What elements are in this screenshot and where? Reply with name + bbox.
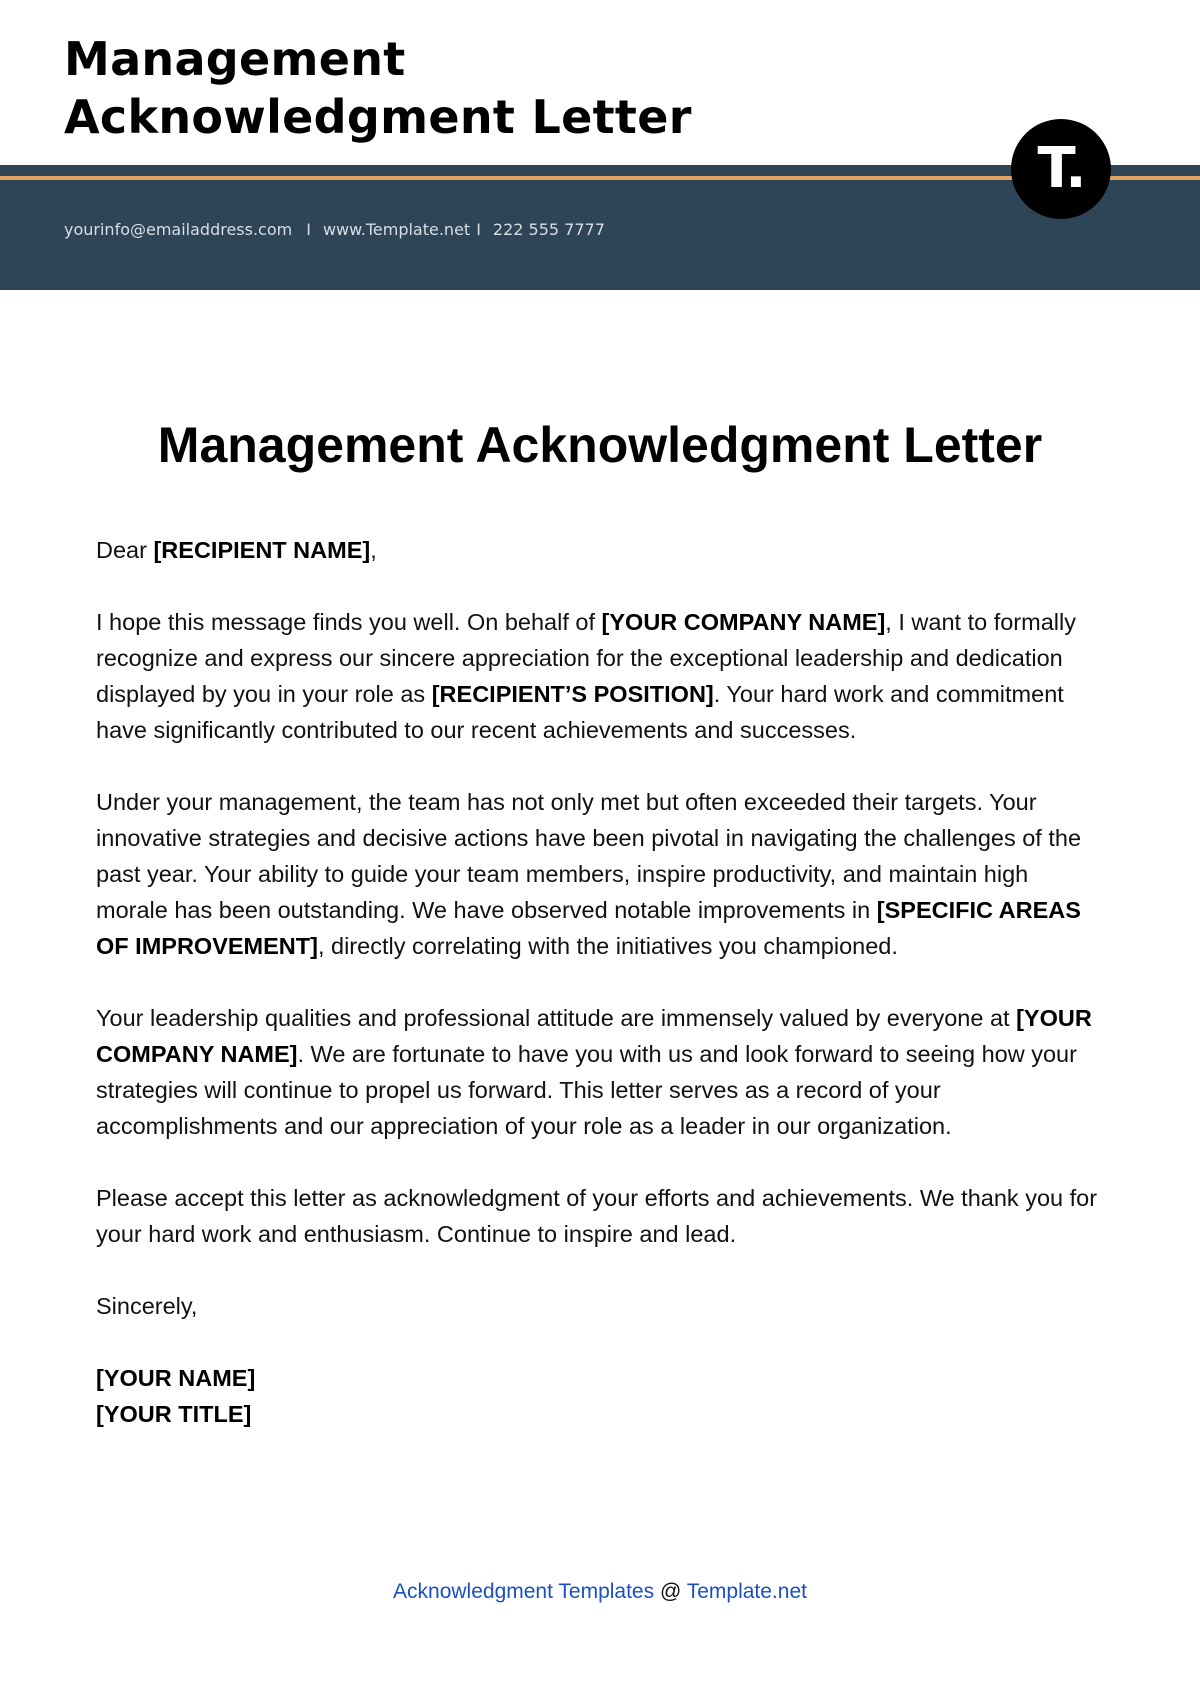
header-title-line-2: Acknowledgment Letter [64,90,692,144]
improvement-areas-placeholder: [SPECIFIC AREAS OF IMPROVEMENT] [96,897,1081,959]
header-title-line-1: Management [64,32,406,86]
document-title: Management Acknowledgment Letter [157,417,1043,473]
footer-at: @ [654,1580,687,1603]
signature-block [96,1360,1106,1432]
footer [0,1580,1200,1604]
recipient-position-placeholder: [RECIPIENT’S POSITION] [431,681,714,707]
contact-separator: I [476,220,481,239]
contact-email: yourinfo@emailaddress.com [64,220,293,239]
paragraph-text: Under your management, the team has not only met but often exceeded their targets. Your innovative strategies and decisive actions have been pivotal in navigating the challenges of the past year. Your ability to guide your team members, inspire productivity, and maintain high morale has been outstanding. We have observed notable improvements in [96,789,1082,923]
template-net-link[interactable]: Template.net [686,1580,807,1603]
paragraph-text: . We are fortunate to have you with us and look forward to seeing how your strategies will continue to propel us forward. This letter serves as a record of your accomplishments and our appreciation of your role as a leader in our organization. [96,1041,1077,1139]
paragraph-1 [96,604,1106,748]
signature-title-placeholder: [YOUR TITLE] [96,1401,252,1427]
paragraph-2 [96,784,1106,964]
recipient-name-placeholder: [RECIPIENT NAME] [153,537,371,563]
header-title [64,30,692,146]
paragraph-text: Your leadership qualities and professional attitude are immensely valued by everyone at [96,1005,1017,1031]
contact-info [64,220,605,239]
paragraph-text: I hope this message finds you well. On behalf of [96,609,602,635]
acknowledgment-templates-link[interactable]: Acknowledgment Templates [393,1580,655,1603]
template-logo: T. [1011,119,1111,219]
contact-separator: I [306,220,311,239]
salutation-suffix: , [370,537,377,563]
paragraph-3 [96,1000,1106,1144]
letter-body [96,532,1106,1432]
paragraph-text: . Your hard work and commitment have significantly contributed to our recent achievements and successes. [96,681,1064,743]
closing: Sincerely, [96,1293,198,1319]
company-name-placeholder: [YOUR COMPANY NAME] [96,1005,1092,1067]
salutation [96,532,1106,568]
paragraph-4: Please accept this letter as acknowledgment of your efforts and achievements. We thank you for your hard work and enthusiasm. Continue to inspire and lead. [96,1185,1098,1247]
signature-name-placeholder: [YOUR NAME] [96,1365,256,1391]
company-name-placeholder: [YOUR COMPANY NAME] [601,609,886,635]
contact-phone: 222 555 7777 [492,220,605,239]
contact-website: www.Template.net [322,220,471,239]
salutation-prefix: Dear [96,537,154,563]
paragraph-text: , I want to formally recognize and express our sincere appreciation for the exceptional leadership and dedication displayed by you in your role as [96,609,1076,707]
paragraph-text: , directly correlating with the initiatives you championed. [317,933,898,959]
